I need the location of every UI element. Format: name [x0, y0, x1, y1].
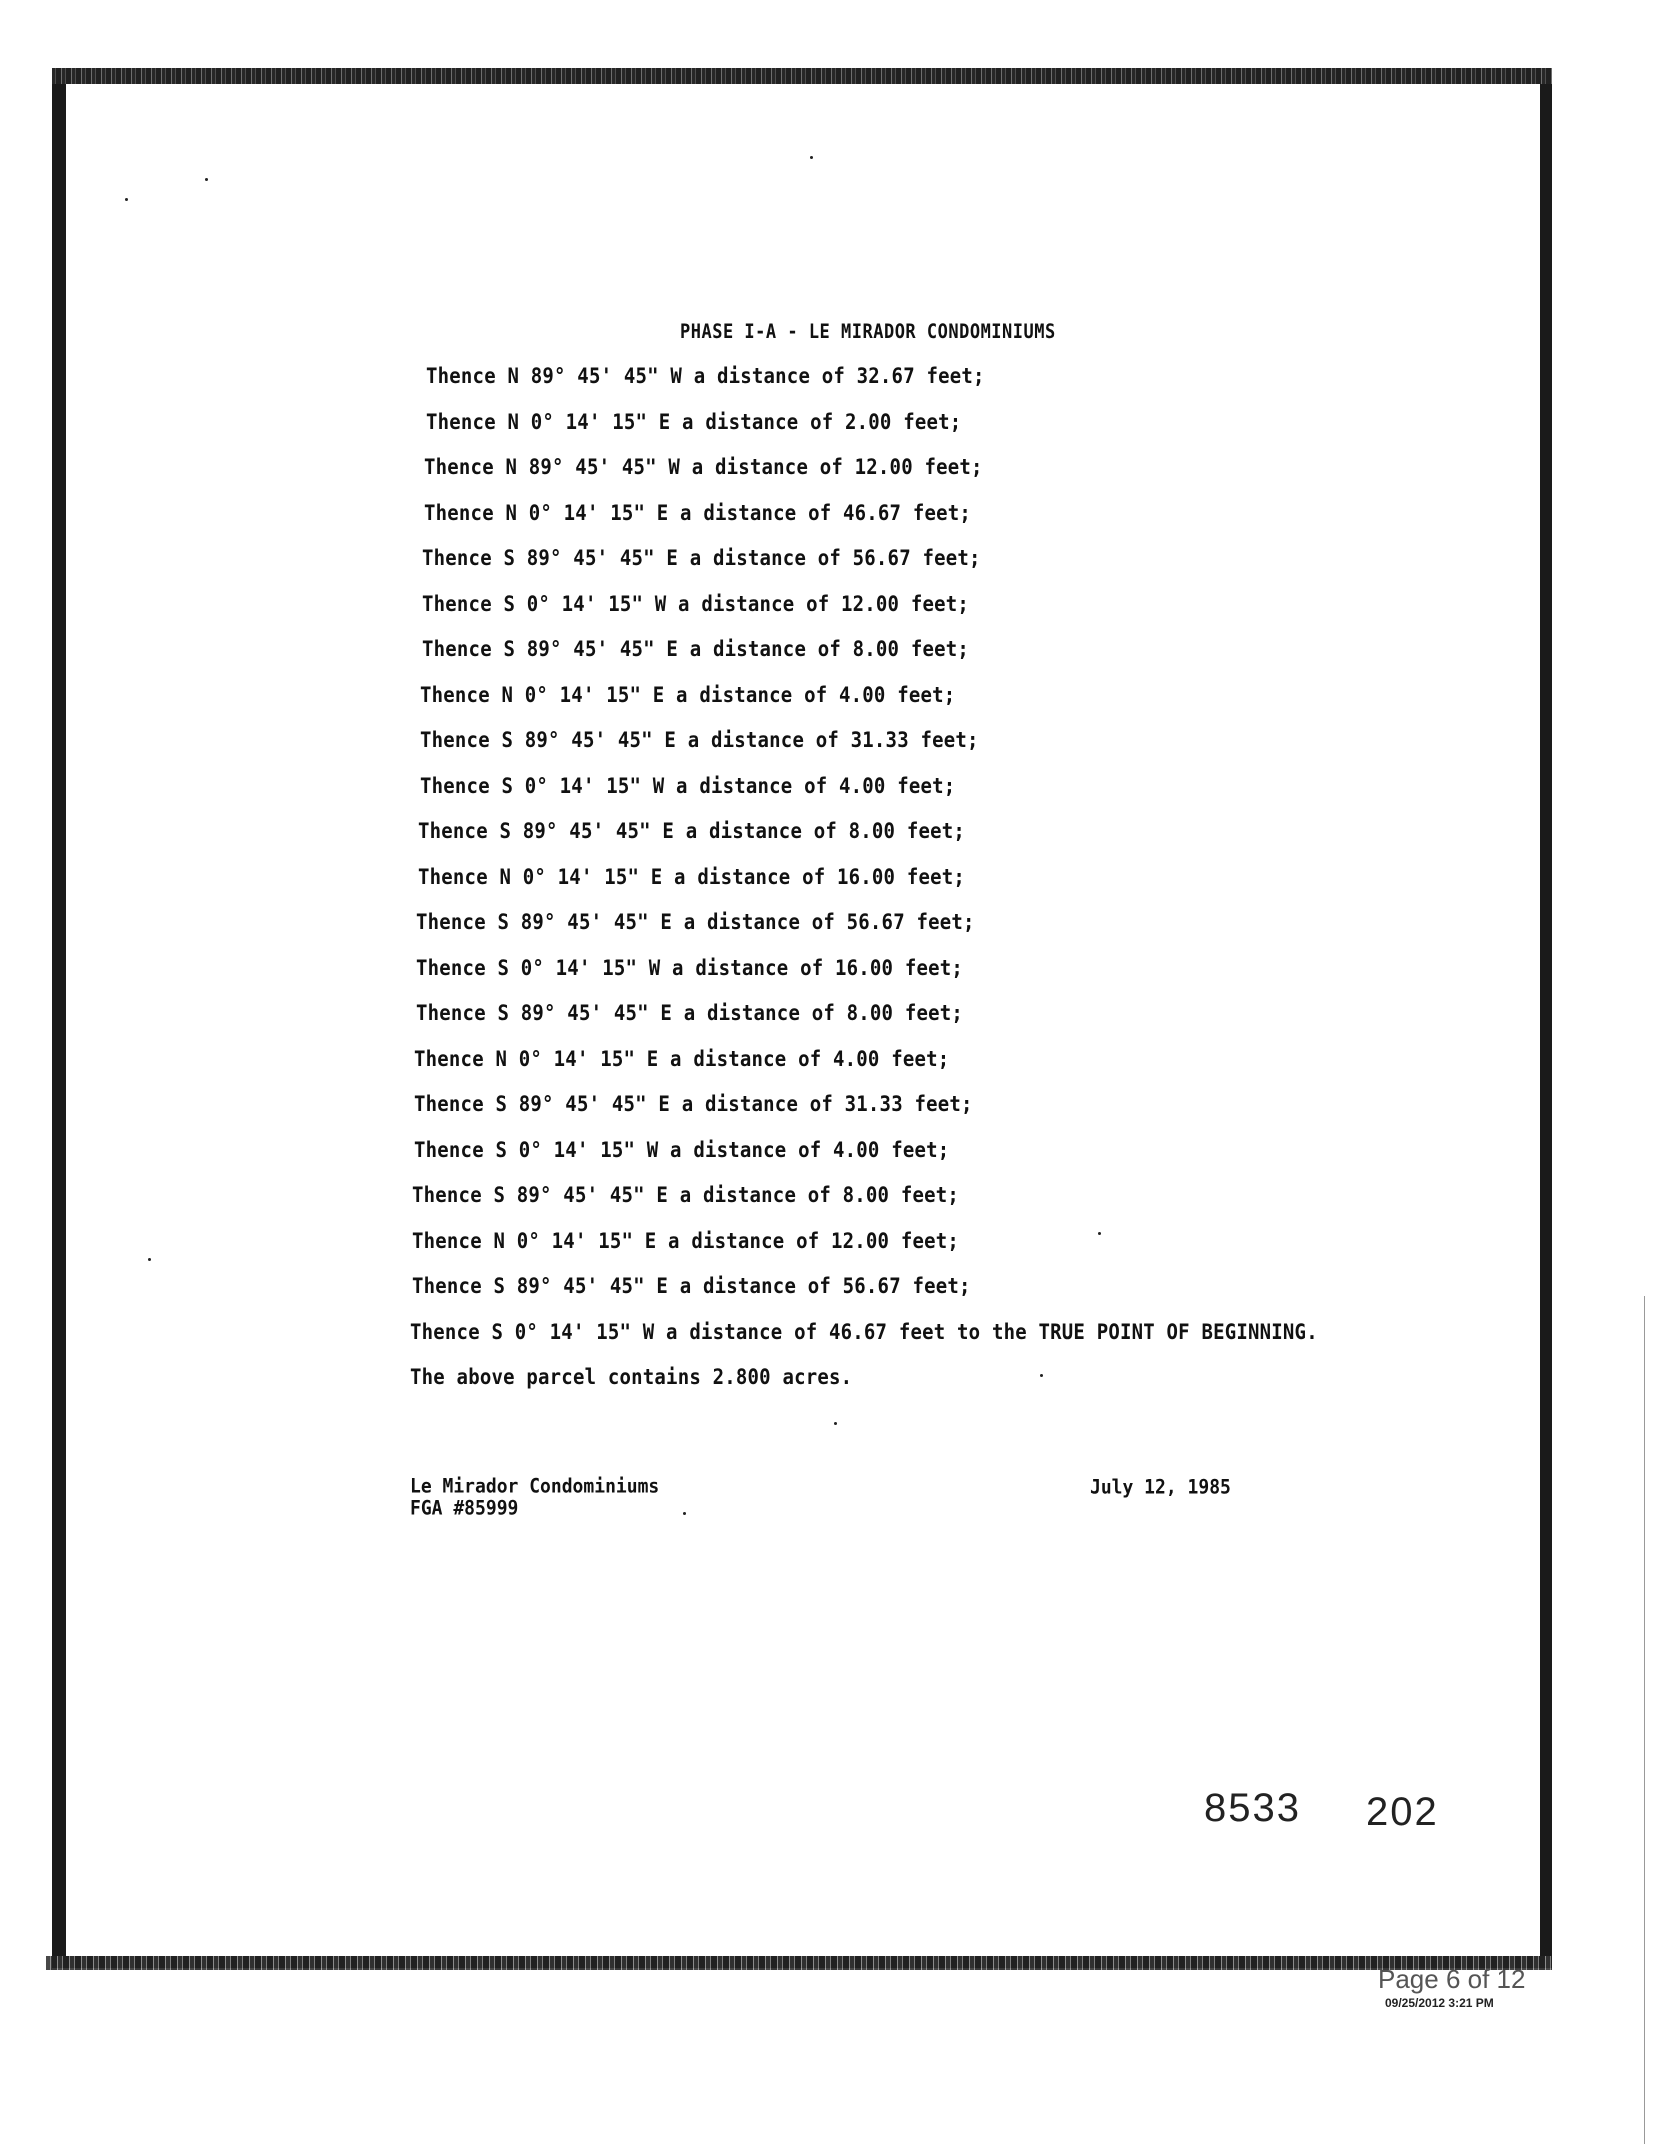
description-line: Thence S 89° 45' 45" E a distance of 31.33 feet;	[420, 728, 979, 753]
description-line: Thence S 89° 45' 45" E a distance of 8.00 feet;	[416, 1001, 964, 1026]
description-line: Thence N 0° 14' 15" E a distance of 4.00 feet;	[414, 1046, 950, 1072]
description-line: Thence S 89° 45' 45" E a distance of 56.67 feet;	[412, 1274, 971, 1299]
description-line: Thence N 0° 14' 15" E a distance of 12.00 feet;	[412, 1228, 960, 1254]
description-line: Thence N 0° 14' 15" E a distance of 46.67 feet;	[424, 500, 972, 526]
book-number: 8533	[1204, 1786, 1301, 1830]
description-line: Thence S 89° 45' 45" E a distance of 8.00 feet;	[418, 819, 966, 844]
description-line: Thence S 89° 45' 45" E a distance of 8.00 feet;	[412, 1183, 960, 1208]
description-line: Thence N 89° 45' 45" W a distance of 32.67 feet;	[426, 364, 985, 389]
description-line: Thence S 89° 45' 45" E a distance of 56.67 feet;	[422, 546, 981, 571]
description-line: Thence S 89° 45' 45" E a distance of 8.00 feet;	[422, 637, 970, 662]
parcel-acreage: The above parcel contains 2.800 acres.	[410, 1365, 853, 1390]
scan-speck	[810, 156, 813, 159]
print-timestamp: 09/25/2012 3:21 PM	[1385, 1996, 1494, 2010]
description-line: Thence N 0° 14' 15" E a distance of 2.00 feet;	[426, 409, 962, 435]
right-margin-rule	[1644, 1296, 1645, 2144]
footer-project-info	[410, 1476, 659, 1520]
description-line: Thence S 0° 14' 15" W a distance of 4.00 feet;	[414, 1137, 950, 1163]
description-line: Thence N 0° 14' 15" E a distance of 16.00 feet;	[418, 864, 966, 890]
scan-speck	[834, 1422, 837, 1425]
document-title: PHASE I-A - LE MIRADOR CONDOMINIUMS	[680, 320, 1056, 344]
page-count-stamp: Page 6 of 12	[1378, 1964, 1526, 1994]
legal-description	[410, 360, 1318, 1407]
job-number: FGA #85999	[410, 1496, 519, 1520]
description-line: Thence N 89° 45' 45" W a distance of 12.00 feet;	[424, 455, 983, 480]
scan-speck	[148, 1258, 151, 1261]
description-line: Thence S 0° 14' 15" W a distance of 12.00 feet;	[422, 591, 970, 617]
scan-speck	[205, 178, 208, 181]
scan-border-top	[52, 68, 1552, 84]
scan-border-bottom	[46, 1956, 1552, 1970]
description-line: Thence S 89° 45' 45" E a distance of 31.33 feet;	[414, 1092, 973, 1117]
description-line: Thence S 0° 14' 15" W a distance of 16.00 feet;	[416, 955, 964, 981]
page-reference: 202	[1366, 1790, 1439, 1834]
description-line: Thence N 0° 14' 15" E a distance of 4.00 feet;	[420, 682, 956, 708]
footer-date: July 12, 1985	[1090, 1476, 1231, 1500]
scan-speck	[1040, 1374, 1043, 1377]
scan-speck	[683, 1512, 686, 1515]
scan-speck	[125, 198, 128, 201]
description-line: Thence S 89° 45' 45" E a distance of 56.67 feet;	[416, 910, 975, 935]
scan-speck	[1098, 1232, 1101, 1235]
project-name: Le Mirador Condominiums	[410, 1474, 660, 1498]
description-line: Thence S 0° 14' 15" W a distance of 4.00 feet;	[420, 773, 956, 799]
description-line: Thence S 0° 14' 15" W a distance of 46.67 feet to the TRUE POINT OF BEGINNING.	[410, 1319, 1318, 1345]
